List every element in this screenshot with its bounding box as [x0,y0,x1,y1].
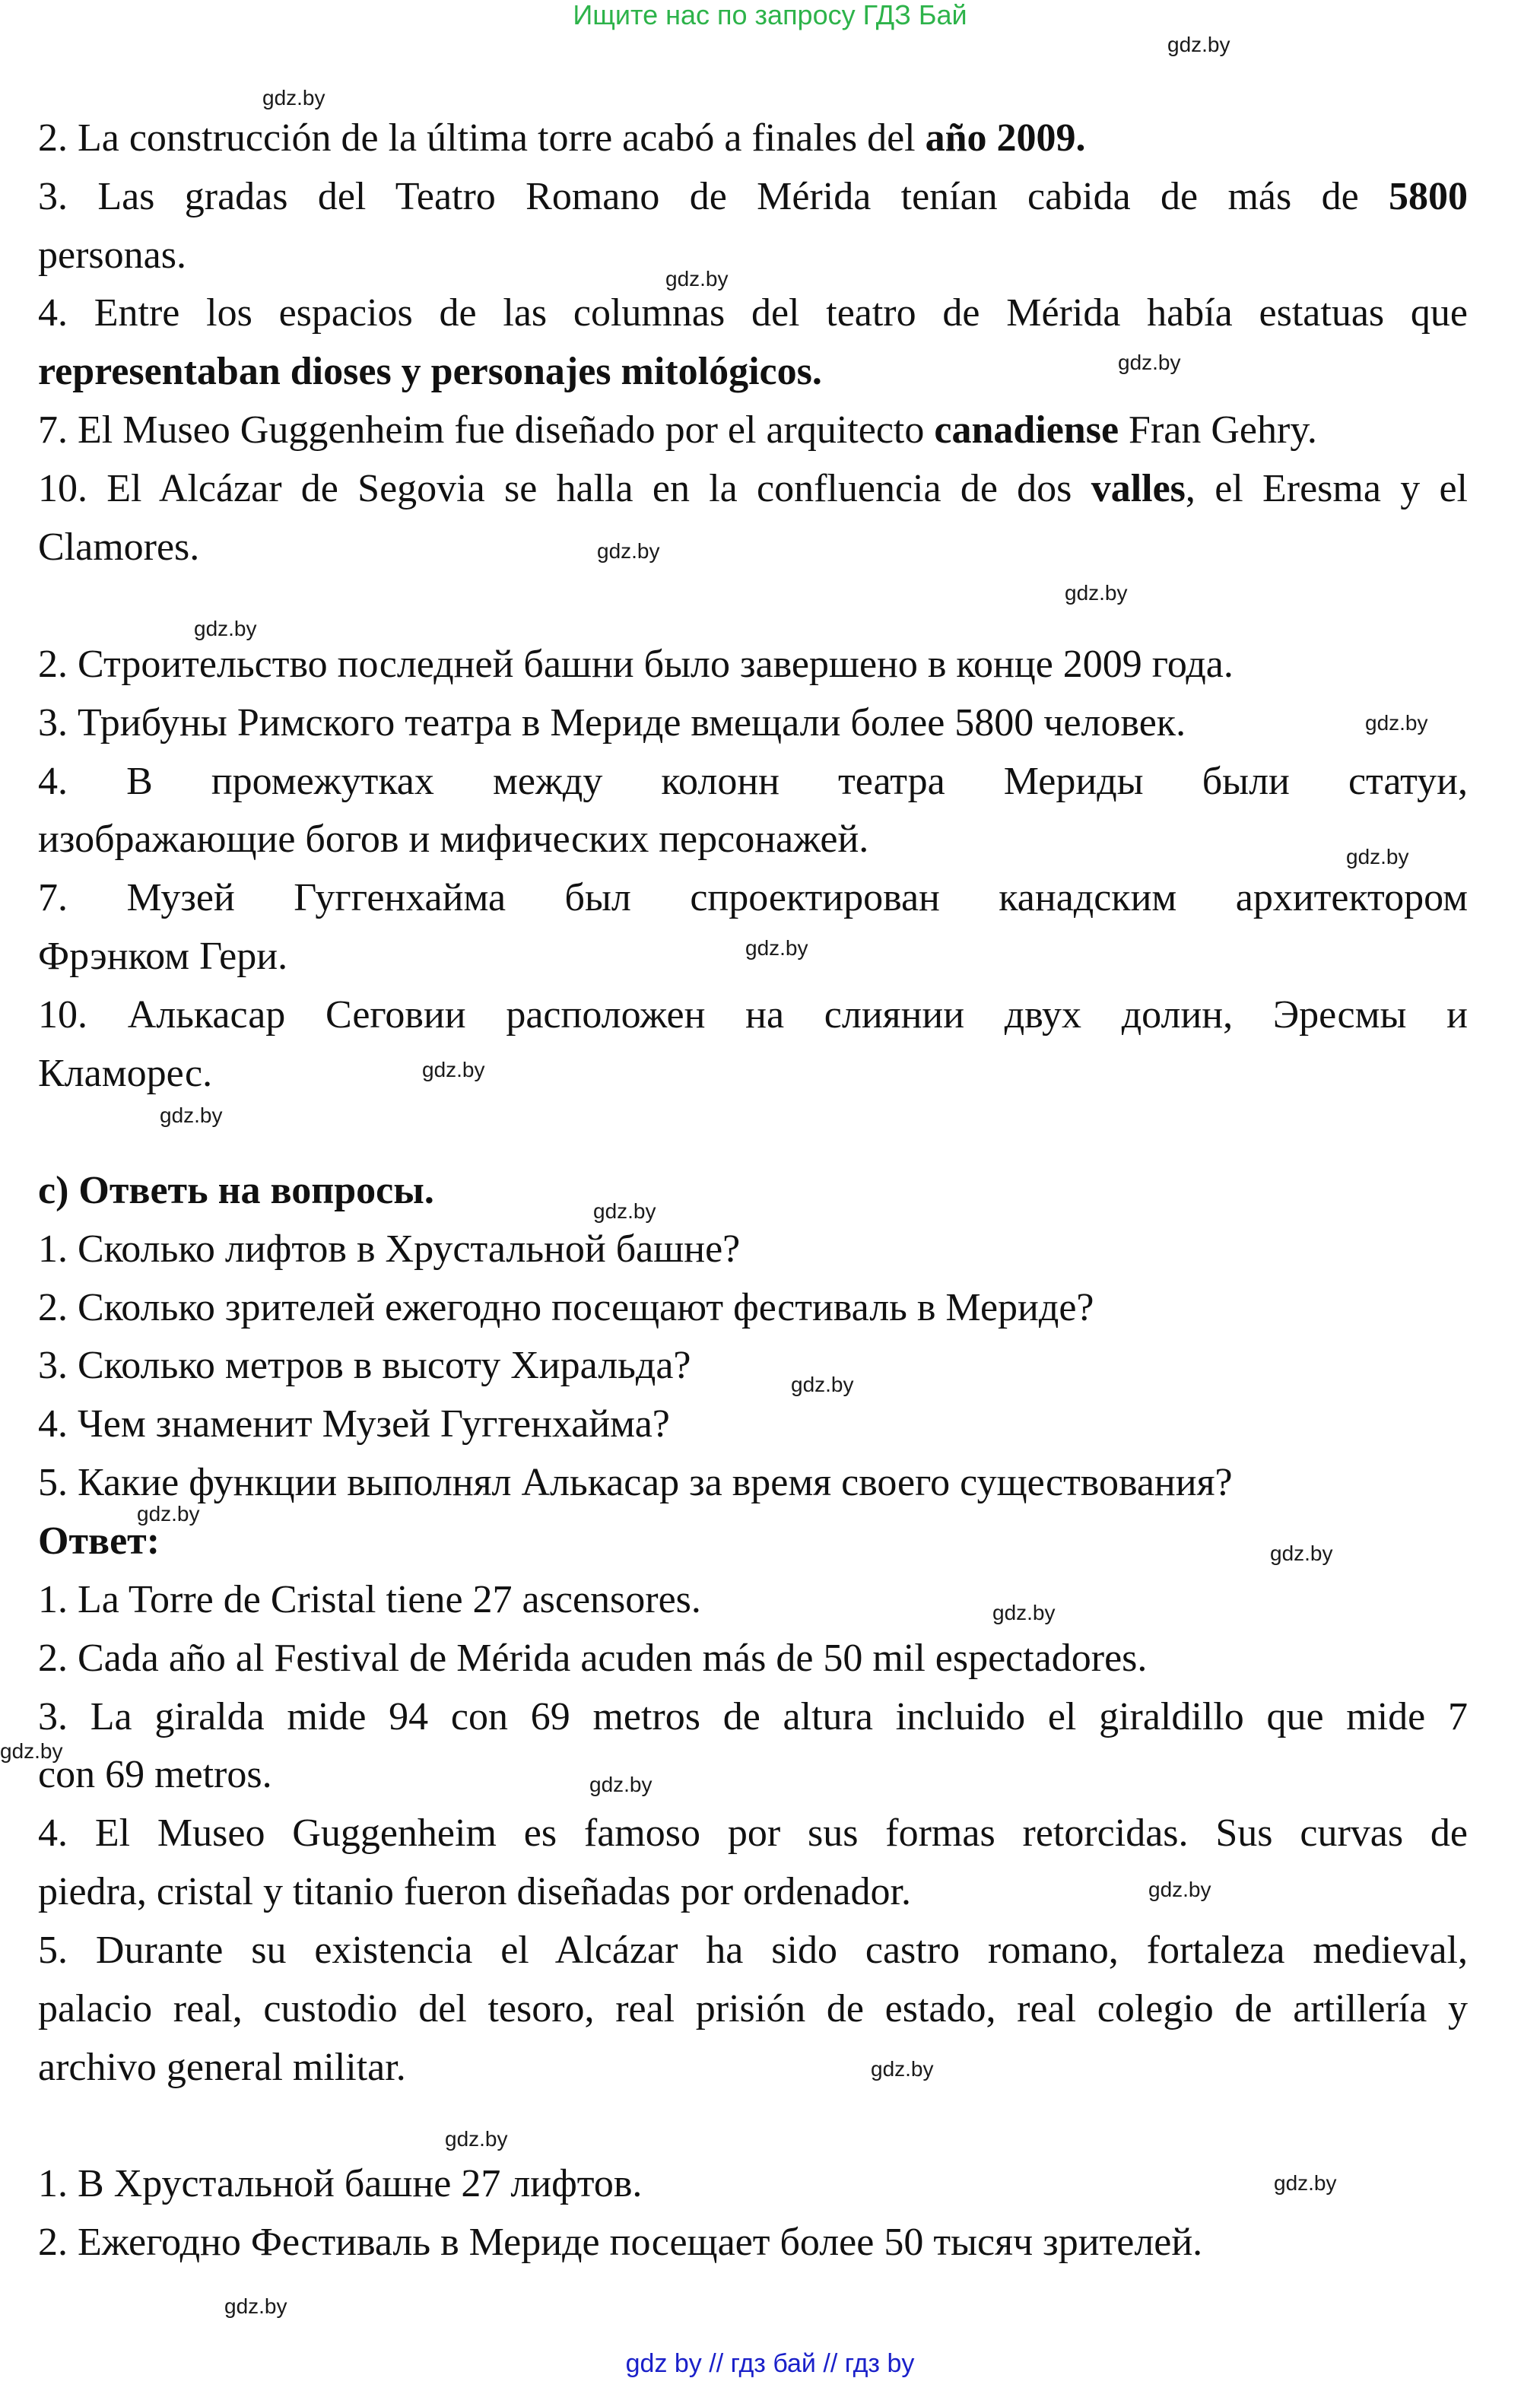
footer-site-links[interactable]: gdz by // гдз бай // гдз by [625,2349,915,2378]
statement-text: Fran Gehry. [1119,408,1317,452]
watermark: gdz.by [262,86,325,110]
russian-statement-3: 3. Трибуны Римского театра в Мериде вмещали более 5800 человек. [38,701,1186,745]
watermark: gdz.by [160,1103,223,1127]
watermark: gdz.by [224,2294,287,2318]
statement-text: 3. Las gradas del Teatro Romano de Mérida tenían cabida de más de [38,175,1389,218]
questions-heading: с) Ответь на вопросы. [38,1169,434,1212]
watermark: gdz.by [445,2127,508,2151]
watermark: gdz.by [1365,711,1428,735]
answer-5-line2: palacio real, custodio del tesoro, real prisión de estado, real colegio de artillería y [38,1987,1468,2030]
spanish-statement-10-line1 [38,465,1468,513]
question-1: 1. Сколько лифтов в Хрустальной башне? [38,1227,741,1271]
statement-bold-text: valles [1091,467,1186,510]
russian-statement-4-line1: 4. В промежутках между колонн театра Мериды были статуи, [38,760,1468,803]
statement-text: 2. La construcción de la última torre acabó a finales del [38,116,926,160]
watermark: gdz.by [1065,581,1128,605]
russian-statement-4-line2: изображающие богов и мифических персонажей. [38,818,869,861]
answer-2: 2. Cada año al Festival de Mérida acuden más de 50 mil espectadores. [38,1637,1148,1680]
russian-statement-2: 2. Строительство последней башни было завершено в конце 2009 года. [38,643,1234,686]
watermark: gdz.by [589,1773,653,1796]
answer-5-line3: archivo general militar. [38,2046,406,2089]
statement-text: 10. El Alcázar de Segovia se halla en la confluencia de dos [38,467,1091,510]
russian-statement-7-line1: 7. Музей Гуггенхайма был спроектирован канадским архитектором [38,876,1468,919]
spanish-statement-4-line1: 4. Entre los espacios de las columnas del teatro de Mérida había estatuas que [38,291,1468,335]
question-4: 4. Чем знаменит Музей Гуггенхайма? [38,1402,670,1446]
answer-5-line1: 5. Durante su existencia el Alcázar ha sido castro romano, fortaleza medieval, [38,1929,1468,1972]
watermark: gdz.by [422,1058,485,1081]
watermark: gdz.by [871,2057,934,2081]
question-2: 2. Сколько зрителей ежегодно посещают фестиваль в Мериде? [38,1286,1094,1329]
answer-3-line1: 3. La giralda mide 94 con 69 metros de altura incluido el giraldillo que mide 7 [38,1695,1468,1738]
spanish-statement-10-line2: Clamores. [38,525,200,569]
russian-statement-7-line2: Фрэнком Гери. [38,935,288,978]
statement-text: , el Eresma y el [1185,467,1468,510]
answer-3-line2: con 69 metros. [38,1753,272,1796]
watermark: gdz.by [1270,1541,1333,1565]
answer-1: 1. La Torre de Cristal tiene 27 ascensores. [38,1578,701,1621]
spanish-statement-4-line2 [38,348,1468,396]
watermark: gdz.by [1346,845,1409,868]
spanish-statement-2 [38,114,1468,163]
watermark: gdz.by [137,1502,200,1526]
russian-statement-10-line2: Кламорес. [38,1052,213,1095]
russian-answer-1: 1. В Хрустальной башне 27 лифтов. [38,2162,643,2205]
watermark: gdz.by [992,1601,1056,1624]
statement-bold-text: 5800 [1389,175,1468,218]
watermark: gdz.by [1274,2171,1337,2195]
answer-4-line2: piedra, cristal y titanio fueron diseñadas por ordenador. [38,1870,911,1913]
watermark: gdz.by [0,1739,63,1763]
spanish-statement-7 [38,406,1468,455]
watermark: gdz.by [1167,33,1230,56]
watermark: gdz.by [593,1199,656,1223]
question-5: 5. Какие функции выполнял Алькасар за время своего существования? [38,1461,1233,1504]
statement-text: 7. El Museo Guggenheim fue diseñado por el arquitecto [38,408,935,452]
watermark: gdz.by [665,267,729,291]
statement-bold-text: año 2009. [925,116,1086,160]
russian-answer-2: 2. Ежегодно Фестиваль в Мериде посещает более 50 тысяч зрителей. [38,2221,1203,2264]
answers-heading: Ответ: [38,1519,160,1563]
russian-statement-10-line1: 10. Алькасар Сеговии расположен на слиянии двух долин, Эресмы и [38,993,1468,1037]
question-3: 3. Сколько метров в высоту Хиральда? [38,1344,691,1387]
watermark: gdz.by [1148,1878,1211,1901]
answer-4-line1: 4. El Museo Guggenheim es famoso por sus formas retorcidas. Sus curvas de [38,1811,1468,1855]
statement-bold-text: representaban dioses y personajes mitológicos. [38,350,822,393]
spanish-statement-3-line2: personas. [38,233,186,277]
statement-bold-text: canadiense [934,408,1119,452]
watermark: gdz.by [194,617,257,640]
watermark: gdz.by [745,936,808,960]
spanish-statement-3-line1 [38,173,1468,221]
watermark: gdz.by [597,539,660,563]
watermark: gdz.by [1118,351,1181,374]
watermark: gdz.by [791,1373,854,1396]
header-search-link[interactable]: Ищите нас по запросу ГДЗ Бай [573,0,967,30]
